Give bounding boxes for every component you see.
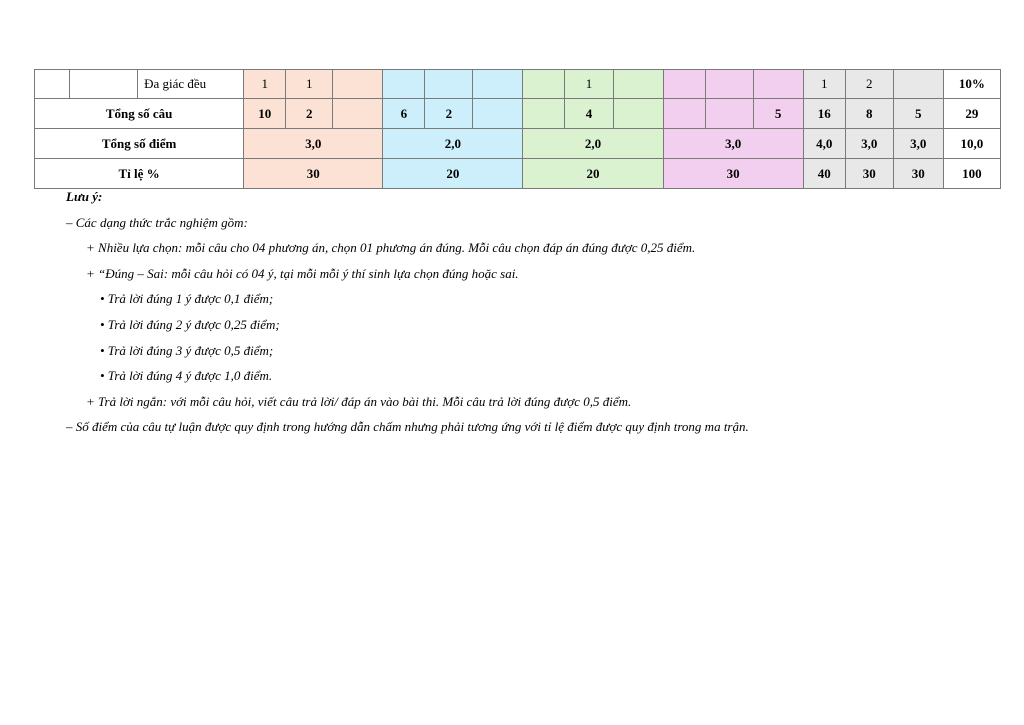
table-cell: 3,0 — [845, 129, 893, 159]
table-cell: 4,0 — [803, 129, 845, 159]
table-row — [35, 70, 1001, 99]
table-cell: 100 — [943, 159, 1000, 189]
table-cell — [425, 70, 473, 99]
table-cell — [893, 70, 943, 99]
topic-label: Đa giác đều — [138, 70, 244, 99]
table-cell: 1 — [286, 70, 333, 99]
table-cell: 1 — [565, 70, 613, 99]
note-line: + Nhiều lựa chọn: mỗi câu cho 04 phương án, chọn 01 phương án đúng. Mỗi câu chọn đáp án đúng được 0,25 điểm. — [86, 240, 696, 256]
table-cell: 3,0 — [893, 129, 943, 159]
table-cell: 10 — [244, 99, 286, 129]
note-line: – Các dạng thức trắc nghiệm gồm: — [66, 214, 248, 230]
table-cell — [753, 70, 803, 99]
table-cell: 30 — [244, 159, 383, 189]
table-cell — [333, 99, 383, 129]
note-line: – Số điểm của câu tự luận được quy định trong hướng dẫn chấm nhưng phải tương ứng với tỉ lệ điểm được quy định trong ma trận. — [66, 419, 749, 435]
table-cell — [663, 99, 705, 129]
table-cell: 10,0 — [943, 129, 1000, 159]
table-cell: 2,0 — [523, 129, 663, 159]
table-cell — [523, 99, 565, 129]
table-cell: 3,0 — [663, 129, 803, 159]
table-cell: 6 — [383, 99, 425, 129]
table-cell — [663, 70, 705, 99]
empty-cell — [35, 70, 70, 99]
table-cell: 3,0 — [244, 129, 383, 159]
table-row — [35, 99, 1001, 129]
table-cell — [473, 99, 523, 129]
table-cell: 20 — [523, 159, 663, 189]
table-cell — [383, 70, 425, 99]
table-cell: 5 — [893, 99, 943, 129]
table-cell: 8 — [845, 99, 893, 129]
table-cell: 40 — [803, 159, 845, 189]
table-cell — [705, 70, 753, 99]
note-line: • Trả lời đúng 3 ý được 0,5 điểm; — [100, 342, 274, 358]
note-line: • Trả lời đúng 1 ý được 0,1 điểm; — [100, 291, 274, 307]
table-cell: 30 — [845, 159, 893, 189]
table-cell: 2 — [845, 70, 893, 99]
table-cell: 2 — [425, 99, 473, 129]
table-cell: 4 — [565, 99, 613, 129]
table-cell: 30 — [663, 159, 803, 189]
table-row — [35, 159, 1001, 189]
table-cell: 20 — [383, 159, 523, 189]
note-line: • Trả lời đúng 4 ý được 1,0 điểm. — [100, 368, 273, 384]
note-line: • Trả lời đúng 2 ý được 0,25 điểm; — [100, 316, 280, 332]
table-cell: 1 — [803, 70, 845, 99]
table-cell — [523, 70, 565, 99]
table-cell — [333, 70, 383, 99]
ratio-label: Tỉ lệ % — [35, 159, 244, 189]
score-matrix-table — [34, 69, 1001, 189]
notes-title: Lưu ý: — [66, 189, 103, 204]
table-cell: 29 — [943, 99, 1000, 129]
total-points-label: Tổng số điểm — [35, 129, 244, 159]
note-line: + Trả lời ngắn: với mỗi câu hỏi, viết câu trả lời/ đáp án vào bài thi. Mỗi câu trả lời đúng được 0,5 điểm. — [86, 393, 632, 409]
table-cell: 30 — [893, 159, 943, 189]
table-cell — [473, 70, 523, 99]
table-row — [35, 129, 1001, 159]
table-cell: 10% — [943, 70, 1000, 99]
table-cell — [613, 70, 663, 99]
table-cell: 2,0 — [383, 129, 523, 159]
table-cell: 2 — [286, 99, 333, 129]
note-line: + “Đúng – Sai: mỗi câu hỏi có 04 ý, tại mỗi mỗi ý thí sinh lựa chọn đúng hoặc sai. — [86, 265, 519, 281]
table-cell: 16 — [803, 99, 845, 129]
table-cell: 1 — [244, 70, 286, 99]
table-cell: 5 — [753, 99, 803, 129]
notes-section — [66, 188, 749, 444]
empty-cell — [70, 70, 138, 99]
table-cell — [613, 99, 663, 129]
total-questions-label: Tổng số câu — [35, 99, 244, 129]
table-cell — [705, 99, 753, 129]
